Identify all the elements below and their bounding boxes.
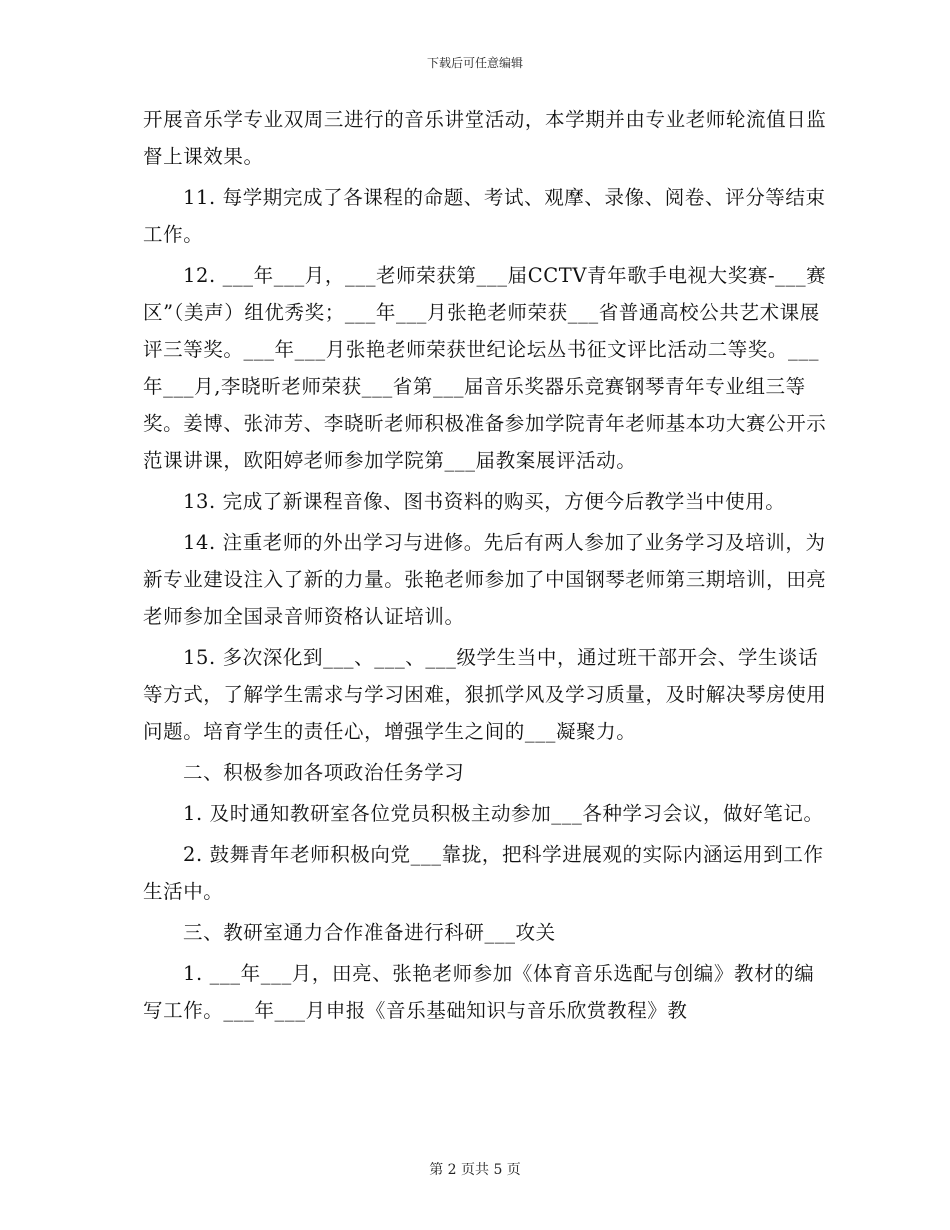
- paragraph-item-15: 15. 多次深化到___、___、___级学生当中，通过班干部开会、学生谈话等方式，了解学生需求与学习困难，狠抓学风及学习质量，及时解决琴房使用问题。培育学生的责任心，增强学生之间的___凝聚力。: [143, 646, 827, 743]
- document-body: [143, 101, 833, 1033]
- paragraph-section3-item-1: 1. ___年___月，田亮、张艳老师参加《体育音乐选配与创编》教材的编写工作。___年___月申报《音乐基础知识与音乐欣赏教程》教: [143, 962, 815, 1022]
- paragraph-section2-item-1: 1. 及时通知教研室各位党员积极主动参加___各种学习会议，做好笔记。: [183, 802, 824, 825]
- section-heading-3: 三、教研室通力合作准备进行科研___攻关: [183, 921, 556, 944]
- page-footer: 第 2 页共 5 页: [429, 1162, 521, 1178]
- page-header: 下载后可任意编辑: [426, 56, 523, 70]
- section-heading-2: 二、积极参加各项政治任务学习: [183, 761, 465, 784]
- paragraph-section2-item-2: 2. 鼓舞青年老师积极向党___靠拢，把科学进展观的实际内涵运用到工作生活中。: [143, 843, 824, 903]
- paragraph-item-12: 12. ___年___月，___老师荣获第___届CCTV青年歌手电视大奖赛-___赛区”（美声）组优秀奖；___年___月张艳老师荣获___省普通高校公共艺术课展评三等奖。___年___月张艳老师荣获世纪论坛丛书征文评比活动二等奖。___年___月,李晓昕老师荣获___省第___届音乐奖器乐竞赛钢琴青年专业组三等奖。姜博、张沛芳、李晓昕老师积极准备参加学院青年老师基本功大赛公开示范课讲课，欧阳婷老师参加学院第___届教案展评活动。: [143, 264, 827, 472]
- paragraph-item-11: 11. 每学期完成了各课程的命题、考试、观摩、录像、阅卷、评分等结束工作。: [143, 186, 826, 246]
- paragraph-intro: 开展音乐学专业双周三进行的音乐讲堂活动，本学期并由专业老师轮流值日监督上课效果。: [143, 108, 827, 168]
- paragraph-item-13: 13. 完成了新课程音像、图书资料的购买，方便今后教学当中使用。: [183, 490, 786, 513]
- paragraph-item-14: 14. 注重老师的外出学习与进修。先后有两人参加了业务学习及培训，为新专业建设注入了新的力量。张艳老师参加了中国钢琴老师第三期培训，田亮老师参加全国录音师资格认证培训。: [143, 531, 827, 628]
